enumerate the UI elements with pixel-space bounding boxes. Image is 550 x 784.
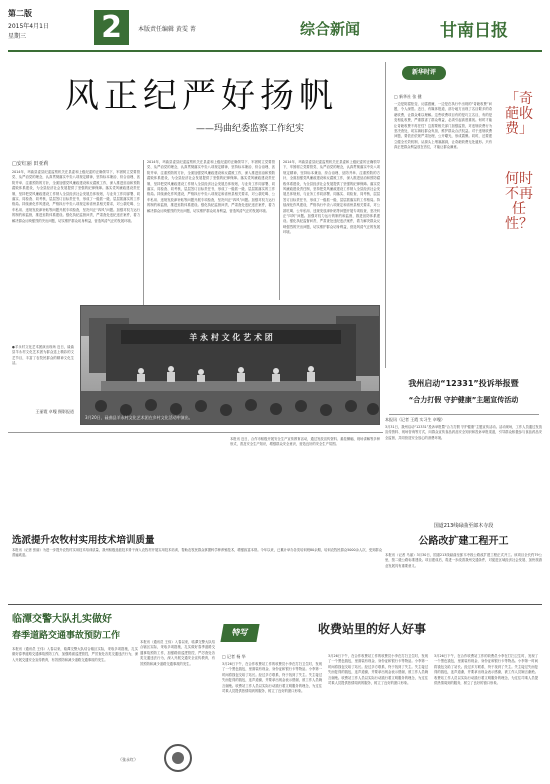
feature-byline: □ 记者 杨 华 — [222, 654, 246, 659]
sidebar-author: □ 新华社 张 健 — [394, 94, 422, 99]
photo-inline-caption: 3月20日，碌曲县羊永村文化艺术团在乡村文化活动中演出。 — [85, 415, 193, 420]
traffic-body-continued: 本报讯（通讯员 王伟）入春以来，临潭交警大队结合辖区实际，采取多项措施，扎实做好春季道路交通事故预防工作，加强路面巡逻管控，严厉查处各类交通违法行为，深入开展交通安全宣传教育，有效预防和减少道路交通事故的发生。 — [140, 640, 215, 666]
campaign-article — [385, 370, 542, 520]
lead-byline: □安红丽 田亚莉 — [12, 161, 49, 167]
campaign-headline: 我州启动“12331”投诉举报暨 — [408, 379, 519, 388]
feature-article — [218, 610, 542, 780]
police-badge-icon — [172, 752, 184, 764]
section-title: 综合新闻 — [300, 20, 361, 38]
road-kicker: 国道213线碌曲至郎木寺段 — [433, 523, 494, 529]
photo-credit: 王丽霞 卓嘎 摄影报道 — [35, 409, 74, 414]
traffic-body: 本报讯（通讯员 王伟）入春以来，临潭交警大队结合辖区实际，采取多项措施，扎实做好春季道路交通事故预防工作，加强路面巡逻管控，严厉查处各类交通违法行为，深入开展交通安全宣传教育，有效预防和减少道路交通事故的发生。 — [12, 647, 138, 662]
lead-subheadline: ——玛曲纪委监察工作纪实 — [196, 124, 305, 134]
masthead-rule — [8, 50, 542, 52]
feature-body-col-1: 3月26日下午，在合作收费站工作的收费员小李在打扫卫生时，发现了一个黑色钱包，里面装有现金、身份证和银行卡等物品。小李第一时间将钱包交给了站长。经过多方联系，终于找到了失主。失主接过失而复得的钱包，连声道谢，并要拿出现金表示感谢，被工作人员婉言谢绝。收费站工作人员以实际行动践行着文明服务的理念，为过往司乘人员提供热情周到的服务，树立了良好的窗口形象。 — [222, 662, 322, 694]
column-divider — [279, 160, 280, 300]
sidebar-vertical-title-2: 何时不再任性？ — [505, 171, 533, 232]
traffic-side-body — [140, 640, 215, 760]
news-photo — [80, 305, 380, 425]
photo-caption-box — [12, 345, 74, 425]
sidebar-body: 一边是防腐拒变、反腐倡廉，一边是在执行中出现的“奇葩收费”问题，令人深思。近日，有媒体报道，部分地方出现了名目繁多的奇葩收费，让群众难以理解。这些收费项目有的是巧立名目，有的是变相乱收费，严重损害了群众利益，必须引起高度重视。何时才能让奇葩收费不再任性？这需要相关部门加强监管，对违规收费行为坚决查处，切实减轻群众负担，维护群众合法权益。对于违规收费问题，要依法依规严肃处理，公开曝光，形成震慑。同时，还要建立健全长效机制，从源头上堵塞漏洞，让奇葩收费无处遁形。只有真正把群众利益放在首位，才能让群众满意。 — [394, 102, 492, 150]
photo-banner-text: 羊 永 村 文 化 艺 术 团 — [189, 333, 273, 342]
training-body: 本报讯（记者 张丽）为进一步提升农牧村实用技术培训质量，我州积极选派技术骨干深入农牧村开展实用技术培训，帮助农牧民群众掌握科学种养殖技术，增强致富本领。今年以来，已累计举办各类培训班80余期，培训农牧民群众5000余人次，受到群众普遍欢迎。 — [12, 548, 382, 558]
editor-line: 本版责任编辑 黄雯 菁 — [138, 26, 196, 33]
section-rule — [8, 604, 542, 605]
page-number: 2 — [101, 10, 122, 45]
edition-date: 2015年4月1日 — [8, 23, 49, 30]
road-body: 本报讯（记者 马丽）3月30日，国道213线碌曲至郎木寺段公路改扩建工程正式开工。该项目全长约79公里，按二级公路标准建设。项目建成后，将进一步改善我州交通条件，对促进区域经济社会发展、加快旅游业发展具有重要意义。 — [385, 553, 542, 568]
stage-photo-image — [81, 306, 380, 425]
feature-badge-label: 特写 — [231, 628, 249, 637]
campaign-rule — [389, 414, 539, 415]
campaign-subheadline: “合力打假 守护健康”主题宣传活动 — [408, 396, 519, 404]
feature-headline: 收费站里的好人好事 — [318, 622, 427, 636]
traffic-article — [12, 610, 138, 780]
sidebar-vertical-title-1: 「奇葩收费」 — [505, 91, 533, 137]
campaign-byline: 本报讯（记者 王霞 实习生 卓嘎） — [385, 417, 445, 422]
traffic-credit: （张永红） — [118, 757, 138, 762]
lead-body-col-2: 2014年，玛曲县委县纪委监察机关在县委和上级纪委的正确领导下，牢固树立党要管党、从严治党的理念，认真贯彻落实中央八项规定精神，坚持标本兼治、综合治理、惩防并举、注重预防的方针，全面加强党风廉政建设和反腐败工作，深入推进惩治和预防腐败体系建设，为全县经济社会发展提供了坚强的纪律保障。落实党风廉政建设责任制，坚持把党风廉政建设工作纳入全县经济社会发展总体规划，与业务工作同部署、同落实、同检查、同考核，层层签订目标责任书，形成了一级抓一级、层层抓落实的工作格局。持续深化作风建设，严格执行中央八项规定和省州县相关要求，对公款吃喝、公车私用、违规发放津补贴等问题开展专项检查，坚决纠正“四风”问题。加强对权力运行的制约和监督，推进惩防体系建设。强化执纪监督问责，严肃查处违纪违法案件，着力解决群众反映强烈的突出问题，切实维护群众切身利益，营造风清气正的发展环境。 — [147, 160, 275, 213]
feature-badge — [220, 624, 259, 642]
photo-caption: ●羊永村文化艺术团演出现场 近日，碌曲县羊永村文化艺术团为群众送上精彩的文艺节目，丰富了农牧民群众的精神文化生活。 — [12, 345, 74, 366]
sidebar-commentary — [385, 62, 542, 368]
sidebar-badge-label: 新华时评 — [411, 69, 436, 76]
road-article — [385, 522, 542, 604]
section-rule — [8, 432, 383, 433]
edition-weekday: 星期三 — [8, 33, 27, 40]
training-headline: 选派提升农牧村实用技术培训质量 — [12, 535, 155, 546]
traffic-headline-2: 春季道路交通事故预防工作 — [12, 631, 121, 641]
edition-label: 第二版 — [8, 9, 32, 18]
lead-body-col-3: 2014年，玛曲县委县纪委监察机关在县委和上级纪委的正确领导下，牢固树立党要管党、从严治党的理念，认真贯彻落实中央八项规定精神，坚持标本兼治、综合治理、惩防并举、注重预防的方针，全面加强党风廉政建设和反腐败工作，深入推进惩治和预防腐败体系建设，为全县经济社会发展提供了坚强的纪律保障。落实党风廉政建设责任制，坚持把党风廉政建设工作纳入全县经济社会发展总体规划，与业务工作同部署、同落实、同检查、同考核，层层签订目标责任书，形成了一级抓一级、层层抓落实的工作格局。持续深化作风建设，严格执行中央八项规定和省州县相关要求，对公款吃喝、公车私用、违规发放津补贴等问题开展专项检查，坚决纠正“四风”问题。加强对权力运行的制约和监督，推进惩防体系建设。强化执纪监督问责，严肃查处违纪违法案件，着力解决群众反映强烈的突出问题，切实维护群众切身利益，营造风清气正的发展环境。 — [283, 160, 380, 235]
traffic-headline-1: 临潭交警大队扎实做好 — [12, 614, 112, 625]
road-headline: 公路改扩建工程开工 — [418, 536, 509, 547]
traffic-emblem — [164, 744, 192, 772]
lead-body-col-1: 2014年，玛曲县委县纪委监察机关在县委和上级纪委的正确领导下，牢固树立党要管党、从严治党的理念，认真贯彻落实中央八项规定精神，坚持标本兼治、综合治理、惩防并举、注重预防的方针，全面加强党风廉政建设和反腐败工作，深入推进惩治和预防腐败体系建设，为全县经济社会发展提供了坚强的纪律保障。落实党风廉政建设责任制，坚持把党风廉政建设工作纳入全县经济社会发展总体规划，与业务工作同部署、同落实、同检查、同考核，层层签订目标责任书，形成了一级抓一级、层层抓落实的工作格局。持续深化作风建设，严格执行中央八项规定和省州县相关要求，对公款吃喝、公车私用、违规发放津补贴等问题开展专项检查，坚决纠正“四风”问题。加强对权力运行的制约和监督，推进惩防体系建设。强化执纪监督问责，严肃查处违纪违法案件，着力解决群众反映强烈的突出问题，切实维护群众切身利益，营造风清气正的发展环境。 — [12, 170, 140, 223]
campaign-body: 3月31日，我州启动“12331”投诉举报暨“合力打假 守护健康”主题宣传活动。活动现场，工作人员通过发放宣传资料、现场咨询等方式，向群众宣传食品药品安全知识和投诉举报渠道，引导群众积极参与食品药品安全监督，共同营造安全放心的消费环境。 — [385, 425, 542, 440]
ad-body: 本报讯 近日，合作市积极开展安全生产宣传教育活动，通过发放宣传资料、悬挂横幅、现场讲解等多种形式，普及安全生产知识，增强群众安全意识，营造良好的安全生产氛围。 — [230, 437, 380, 447]
lead-headline: 风正纪严好扬帆 — [65, 76, 338, 116]
feature-body-col-2: 3月26日下午，在合作收费站工作的收费员小李在打扫卫生时，发现了一个黑色钱包，里面装有现金、身份证和银行卡等物品。小李第一时间将钱包交给了站长。经过多方联系，终于找到了失主。失主接过失而复得的钱包，连声道谢，并要拿出现金表示感谢，被工作人员婉言谢绝。收费站工作人员以实际行动践行着文明服务的理念，为过往司乘人员提供热情周到的服务，树立了良好的窗口形象。 — [328, 654, 428, 686]
feature-body-col-3: 3月26日下午，在合作收费站工作的收费员小李在打扫卫生时，发现了一个黑色钱包，里面装有现金、身份证和银行卡等物品。小李第一时间将钱包交给了站长。经过多方联系，终于找到了失主。失主接过失而复得的钱包，连声道谢，并要拿出现金表示感谢，被工作人员婉言谢绝。收费站工作人员以实际行动践行着文明服务的理念，为过往司乘人员提供热情周到的服务，树立了良好的窗口形象。 — [434, 654, 538, 686]
sidebar-badge — [402, 66, 446, 80]
page-number-box — [94, 10, 129, 45]
paper-name: 甘南日报 — [440, 21, 508, 41]
edition-box — [8, 8, 68, 48]
